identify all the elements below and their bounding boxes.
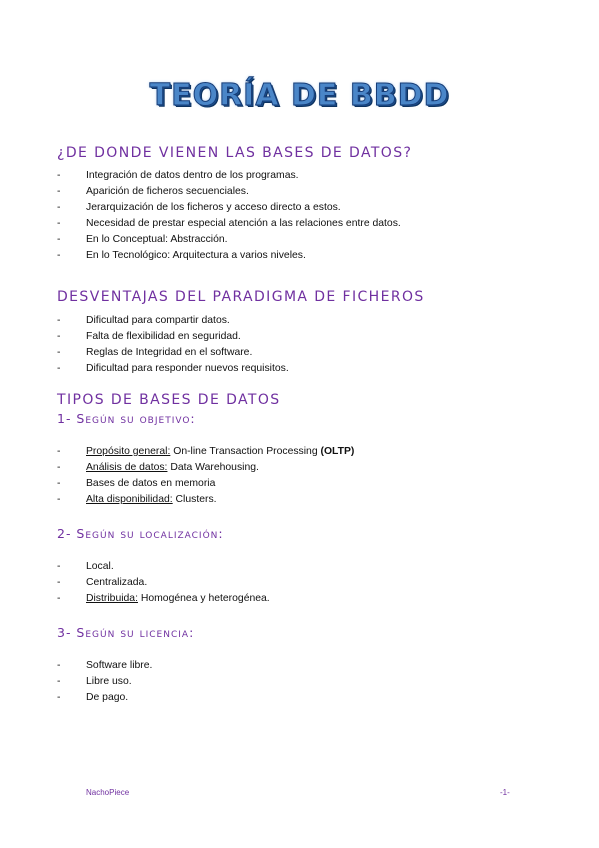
footer-author: NachoPiece — [86, 788, 130, 797]
list-item: - Análisis de datos: Data Warehousing. — [57, 462, 259, 473]
list-item: - Distribuida: Homogénea y heterogénea. — [57, 593, 270, 604]
list-item: - Aparición de ficheros secuenciales. — [57, 186, 249, 197]
subheading-localizacion: 2- Según su localización: — [57, 526, 224, 541]
list-item: - Libre uso. — [57, 676, 132, 687]
list-item: - Alta disponibilidad: Clusters. — [57, 494, 217, 505]
section-heading-desventajas: DESVENTAJAS DEL PARADIGMA DE FICHEROS — [57, 289, 425, 305]
list-item: - En lo Conceptual: Abstracción. — [57, 234, 228, 245]
list-item: - Integración de datos dentro de los programas. — [57, 170, 299, 181]
subheading-licencia: 3- Según su licencia: — [57, 625, 195, 640]
list-item: - Propósito general: On-line Transaction Processing (OLTP) — [57, 446, 355, 457]
list-localizacion — [57, 559, 270, 607]
section-heading-tipos: TIPOS DE BASES DE DATOS — [57, 392, 281, 408]
list-desventajas — [57, 313, 289, 377]
list-licencia — [57, 658, 152, 706]
list-origen — [57, 168, 401, 264]
list-item: - De pago. — [57, 692, 129, 703]
list-item: - Software libre. — [57, 660, 153, 671]
subheading-objetivo: 1- Según su objetivo: — [57, 411, 196, 426]
list-item: - Dificultad para compartir datos. — [57, 315, 230, 326]
list-item: - Reglas de Integridad en el software. — [57, 347, 253, 358]
list-item: - Falta de flexibilidad en seguridad. — [57, 331, 241, 342]
page-title: TEORÍA DE BBDD — [149, 78, 450, 113]
section-heading-origen: ¿DE DONDE VIENEN LAS BASES DE DATOS? — [57, 145, 413, 161]
list-objetivo — [57, 444, 354, 508]
list-item: - Bases de datos en memoria — [57, 478, 216, 489]
list-item: - Jerarquización de los ficheros y acceso directo a estos. — [57, 202, 341, 213]
list-item: - Dificultad para responder nuevos requisitos. — [57, 363, 289, 374]
footer-page-number: -1- — [500, 788, 510, 797]
list-item: - En lo Tecnológico: Arquitectura a varios niveles. — [57, 250, 306, 261]
list-item: - Necesidad de prestar especial atención a las relaciones entre datos. — [57, 218, 401, 229]
list-item: - Centralizada. — [57, 577, 148, 588]
list-item: - Local. — [57, 561, 114, 572]
